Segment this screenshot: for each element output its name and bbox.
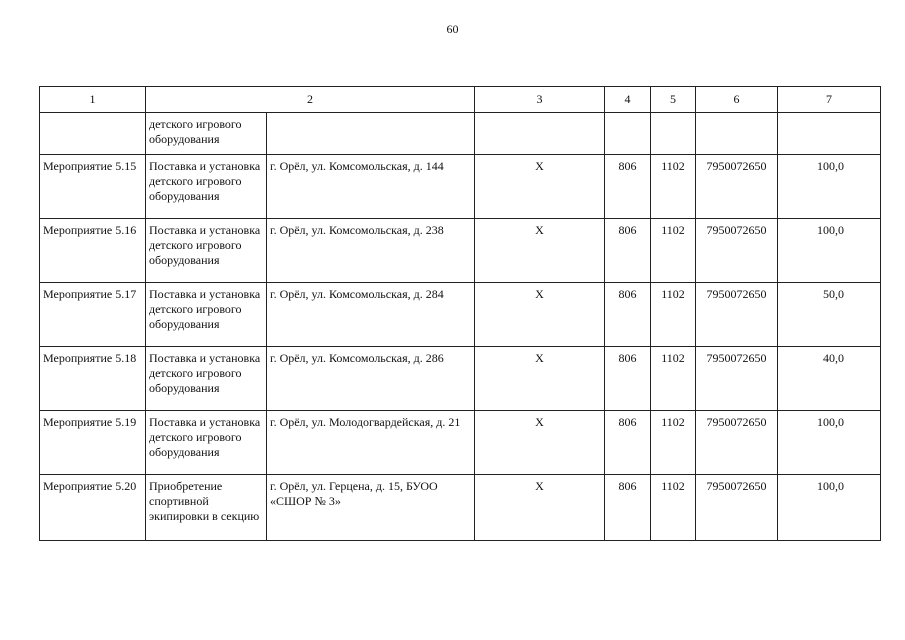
cell-col5: 1102	[651, 347, 696, 411]
header-cell-2: 2	[146, 87, 475, 113]
cell-address: г. Орёл, ул. Комсомольская, д. 284	[267, 283, 475, 347]
cell-event: Мероприятие 5.15	[40, 155, 146, 219]
cell-address	[267, 113, 475, 155]
cell-event: Мероприятие 5.16	[40, 219, 146, 283]
table-row	[40, 347, 881, 411]
cell-col7	[778, 113, 881, 155]
table-row	[40, 155, 881, 219]
cell-address: г. Орёл, ул. Комсомольская, д. 286	[267, 347, 475, 411]
cell-col6: 7950072650	[696, 283, 778, 347]
table-row	[40, 283, 881, 347]
cell-address: г. Орёл, ул. Комсомольская, д. 144	[267, 155, 475, 219]
cell-event: Мероприятие 5.17	[40, 283, 146, 347]
cell-col5: 1102	[651, 219, 696, 283]
cell-col4: 806	[605, 411, 651, 475]
cell-col7: 40,0	[778, 347, 881, 411]
cell-col3: Х	[475, 475, 605, 541]
cell-event: Мероприятие 5.18	[40, 347, 146, 411]
header-cell-3: 3	[475, 87, 605, 113]
cell-col7: 100,0	[778, 155, 881, 219]
header-cell-7: 7	[778, 87, 881, 113]
cell-action: Поставка и установка детского игрового оборудования	[146, 411, 267, 475]
page-number: 60	[446, 22, 459, 36]
cell-address: г. Орёл, ул. Герцена, д. 15, БУОО «СШОР № 3»	[267, 475, 475, 541]
cell-col6: 7950072650	[696, 475, 778, 541]
cell-col7: 100,0	[778, 411, 881, 475]
cell-col4: 806	[605, 219, 651, 283]
cell-address: г. Орёл, ул. Молодогвардейская, д. 21	[267, 411, 475, 475]
cell-col3: Х	[475, 219, 605, 283]
cell-action: Поставка и установка детского игрового оборудования	[146, 155, 267, 219]
cell-action: Поставка и установка детского игрового оборудования	[146, 347, 267, 411]
cell-address: г. Орёл, ул. Комсомольская, д. 238	[267, 219, 475, 283]
table-row	[40, 219, 881, 283]
header-cell-4: 4	[605, 87, 651, 113]
cell-col7: 100,0	[778, 475, 881, 541]
cell-col3	[475, 113, 605, 155]
cell-action: Приобретение спортивной экипировки в секцию	[146, 475, 267, 541]
header-cell-5: 5	[651, 87, 696, 113]
cell-col6: 7950072650	[696, 411, 778, 475]
cell-action: Поставка и установка детского игрового оборудования	[146, 219, 267, 283]
cell-col4: 806	[605, 155, 651, 219]
cell-col7: 50,0	[778, 283, 881, 347]
cell-col5	[651, 113, 696, 155]
header-row	[40, 87, 881, 113]
cell-col4	[605, 113, 651, 155]
cell-col4: 806	[605, 475, 651, 541]
header-cell-6: 6	[696, 87, 778, 113]
cell-col4: 806	[605, 283, 651, 347]
cell-event	[40, 113, 146, 155]
cell-col5: 1102	[651, 411, 696, 475]
cell-col6	[696, 113, 778, 155]
cell-col5: 1102	[651, 155, 696, 219]
cell-action: Поставка и установка детского игрового оборудования	[146, 283, 267, 347]
cell-col4: 806	[605, 347, 651, 411]
cell-col5: 1102	[651, 475, 696, 541]
cell-col3: Х	[475, 347, 605, 411]
cell-col3: Х	[475, 283, 605, 347]
cell-event: Мероприятие 5.20	[40, 475, 146, 541]
cell-event: Мероприятие 5.19	[40, 411, 146, 475]
cell-col3: Х	[475, 155, 605, 219]
cell-col3: Х	[475, 411, 605, 475]
header-cell-1: 1	[40, 87, 146, 113]
cell-col5: 1102	[651, 283, 696, 347]
cell-col7: 100,0	[778, 219, 881, 283]
budget-table	[39, 86, 881, 541]
cell-col6: 7950072650	[696, 219, 778, 283]
cell-col6: 7950072650	[696, 347, 778, 411]
cell-action: детского игрового оборудования	[146, 113, 267, 155]
cell-col6: 7950072650	[696, 155, 778, 219]
table-row	[40, 411, 881, 475]
continuation-row	[40, 113, 881, 155]
table-row	[40, 475, 881, 541]
